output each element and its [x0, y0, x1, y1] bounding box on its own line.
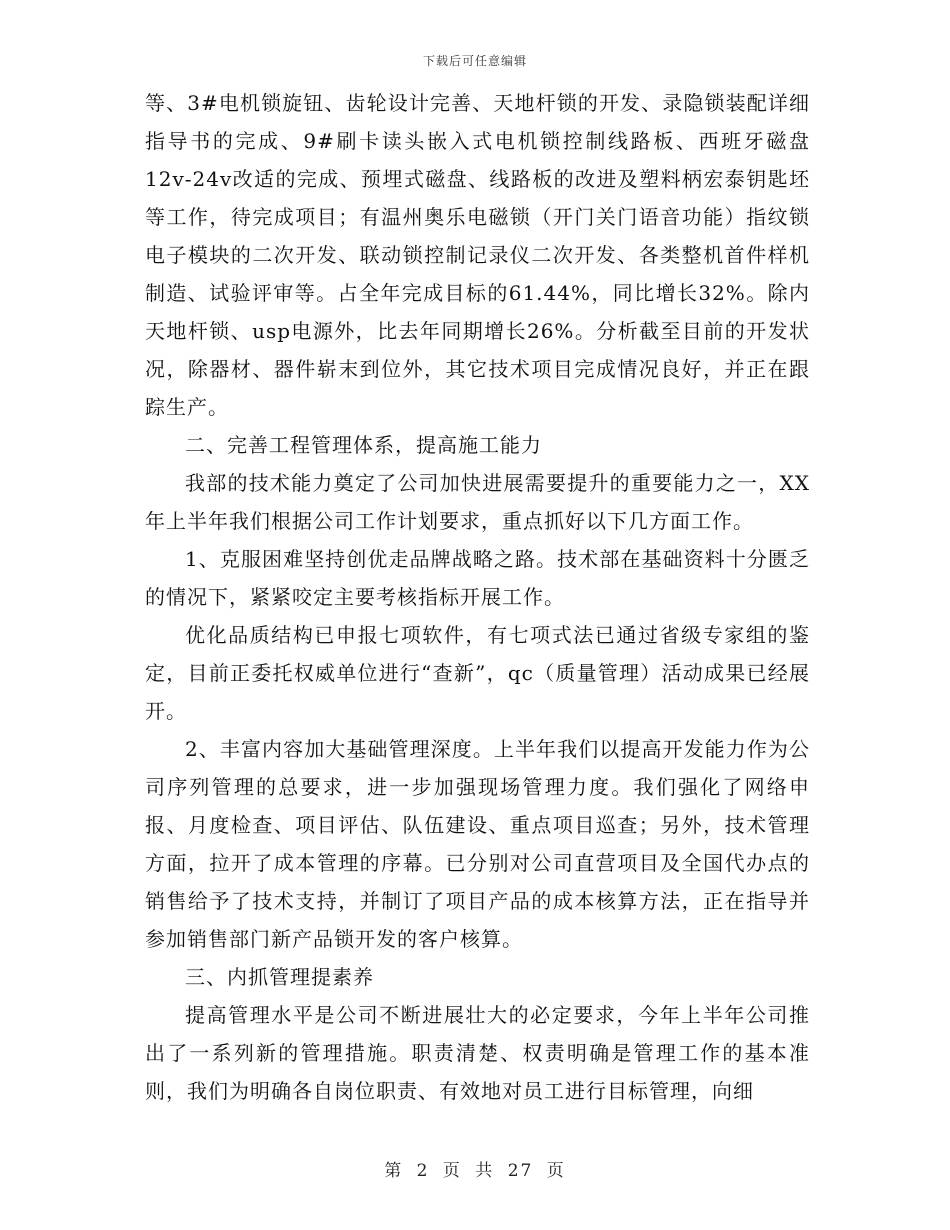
paragraph: 1、克服困难坚持创优走品牌战略之路。技术部在基础资料十分匮乏的情况下，紧紧咬定主要考核指标开展工作。: [145, 547, 810, 609]
page-number-footer: 第 2 页 共 27 页: [384, 1161, 566, 1181]
paragraph: 2、丰富内容加大基础管理深度。上半年我们以提高开发能力作为公司序列管理的总要求，进一步加强现场管理力度。我们强化了网络申报、月度检查、项目评估、队伍建设、重点项目巡查；另外，技术管理方面，拉开了成本管理的序幕。已分别对公司直营项目及全国代办点的销售给予了技术支持，并制订了项目产品的成本核算方法，正在指导并参加销售部门新产品锁开发的客户核算。: [145, 737, 810, 951]
section-heading-3: 三、内抓管理提素养: [185, 965, 374, 989]
paragraph: 优化品质结构已申报七项软件，有七项式法已通过省级专家组的鉴定，目前正委托权威单位进行“查新”，qc（质量管理）活动成果已经展开。: [145, 623, 810, 723]
paragraph: 提高管理水平是公司不断进展壮大的必定要求，今年上半年公司推出了一系列新的管理措施。职责清楚、权责明确是管理工作的基本准则，我们为明确各自岗位职责、有效地对员工进行目标管理，向细: [145, 1003, 810, 1103]
section-heading-2: 二、完善工程管理体系，提高施工能力: [185, 433, 542, 457]
body-text: [145, 84, 810, 1110]
paragraph-continuation: 等、3#电机锁旋钮、齿轮设计完善、天地杆锁的开发、录隐锁装配详细指导书的完成、9#刷卡读头嵌入式电机锁控制线路板、西班牙磁盘12v-24v改适的完成、预埋式磁盘、线路板的改进及塑料柄宏泰钥匙坯等工作，待完成项目；有温州奥乐电磁锁（开门关门语音功能）指纹锁电子模块的二次开发、联动锁控制记录仪二次开发、各类整机首件样机制造、试验评审等。占全年完成目标的61.44%，同比增长32%。除内天地杆锁、usp电源外，比去年同期增长26%。分析截至目前的开发状况，除器材、器件崭末到位外，其它技术项目完成情况良好，并正在跟踪生产。: [145, 91, 810, 419]
header-note: 下载后可任意编辑: [422, 54, 527, 68]
paragraph: 我部的技术能力奠定了公司加快进展需要提升的重要能力之一，XX年上半年我们根据公司工作计划要求，重点抓好以下几方面工作。: [145, 471, 810, 533]
